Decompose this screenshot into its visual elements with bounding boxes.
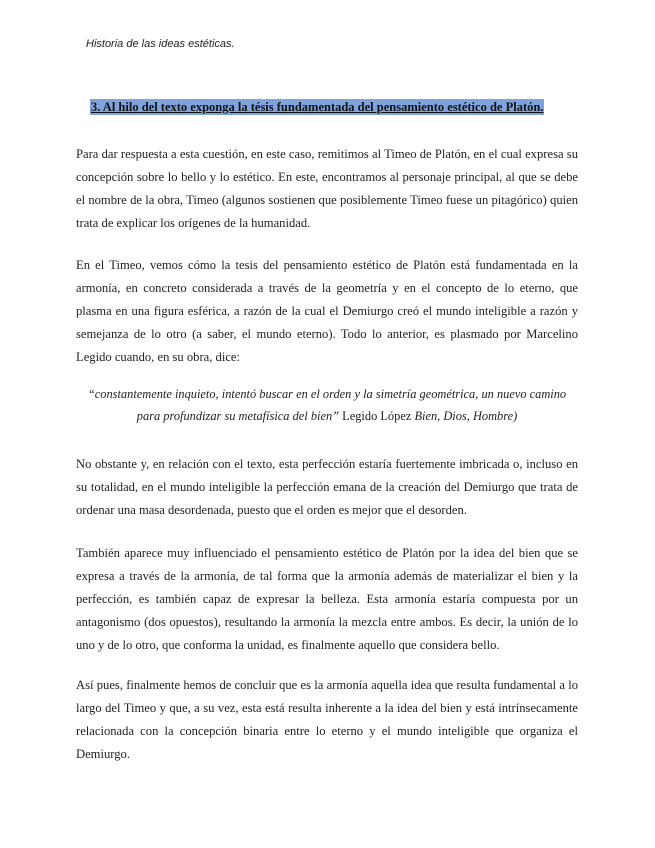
quote-author: Legido López [342, 409, 412, 423]
paragraph-3: No obstante y, en relación con el texto, esta perfección estaría fuertemente imbricada o, incluso en su totalidad, en el mundo inteligible la perfección emana de la creación del Demiurgo que trata de ordenar una masa desordenada, puesto que el orden es mejor que el desorden. [76, 457, 578, 517]
quote-text: “constantemente inquieto, intentó buscar en el orden y la simetría geométrica, un nuevo camino para profundizar su metafísica del bien” [87, 387, 567, 423]
paragraph-2: En el Timeo, vemos cómo la tesis del pensamiento estético de Platón está fundamentada en la armonía, en concreto considerada a través de la geometría y en el concepto de lo eterno, que plasma en una figura esférica, a razón de la cual el Demiurgo creó el mundo inteligible a razón y semejanza de lo otro (a saber, el mundo eterno). Todo lo anterior, es plasmado por Marcelino Legido cuando, en su obra, dice: [76, 258, 578, 364]
paragraph-4: También aparece muy influenciado el pensamiento estético de Platón por la idea del bien que se expresa a través de la armonía, de tal forma que la armonía además de materializar el bien y la perfección, es también capaz de expresar la belleza. Esta armonía estaría compuesta por un antagonismo (dos opuestos), resultando la armonía la mezcla entre ambos. Es decir, la unión de lo uno y de lo otro, que conforma la unidad, es finalmente aquello que considera bello. [76, 546, 578, 652]
paragraph-1: Para dar respuesta a esta cuestión, en este caso, remitimos al Timeo de Platón, en el cual expresa su concepción sobre lo bello y lo estético. En este, encontramos al personaje principal, al que se debe el nombre de la obra, Timeo (algunos sostienen que posiblemente Timeo fuese un pitagórico) quien trata de explicar los orígenes de la humanidad. [76, 147, 578, 230]
paragraph-5: Así pues, finalmente hemos de concluir que es la armonía aquella idea que resulta fundamental a lo largo del Timeo y que, a su vez, esta está resulta inherente a la idea del bien y está intrínsecamente relacionada con la concepción binaria entre lo eterno y el mundo inteligible que organiza el Demiurgo. [76, 678, 578, 761]
block-quote [76, 383, 578, 427]
quote-work: Bien, Dios, Hombre) [414, 409, 518, 423]
section-heading [90, 100, 580, 115]
section-heading-text: 3. Al hilo del texto exponga la tésis fundamentada del pensamiento estético de Platón. [91, 100, 544, 114]
page-header: Historia de las ideas estéticas. [86, 38, 235, 50]
